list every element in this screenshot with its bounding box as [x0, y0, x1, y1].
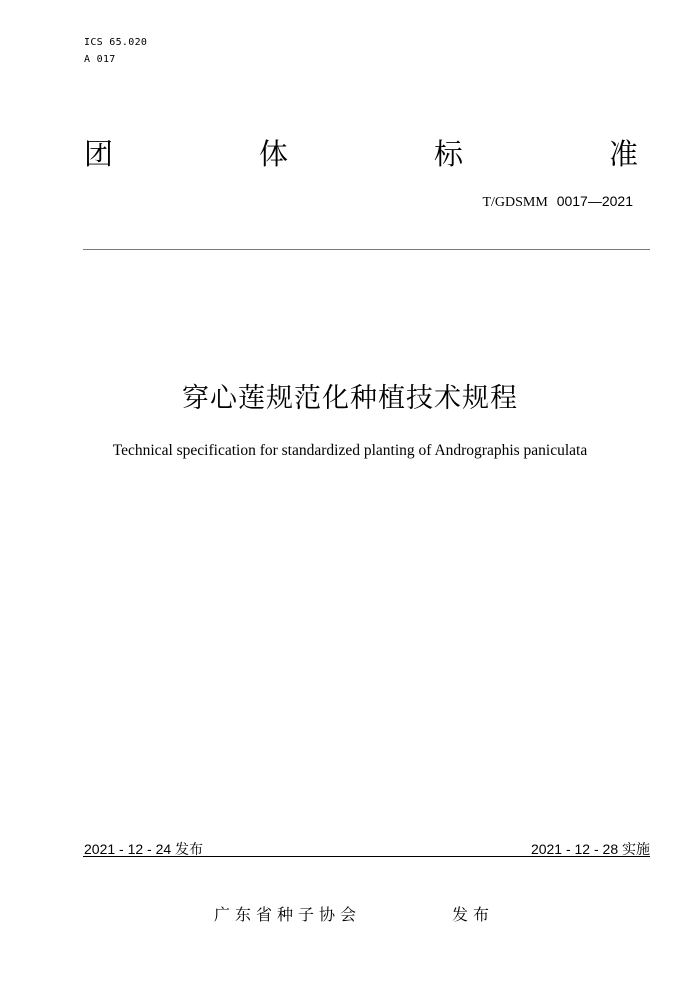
- standard-type-char-3: 标: [434, 137, 464, 171]
- standard-number-prefix: T/GDSMM: [482, 195, 548, 210]
- publish-label: 发布: [452, 905, 495, 924]
- standard-type-char-1: 团: [84, 137, 114, 171]
- standard-type-char-2: 体: [259, 137, 289, 171]
- document-title-english: Technical specification for standardized planting of Andrographis paniculata: [112, 442, 588, 459]
- ics-code: ICS 65.020: [84, 37, 148, 48]
- implementation-date: 2021 - 12 - 28 实施: [530, 841, 650, 857]
- ccs-code: A 017: [84, 54, 116, 65]
- standard-number-value: 0017—2021: [556, 193, 633, 209]
- header-divider: [83, 249, 650, 250]
- standard-type-char-4: 准: [609, 137, 639, 171]
- footer-divider: [83, 856, 650, 857]
- publisher-name: 广东省种子协会: [214, 905, 362, 924]
- document-title-chinese: 穿心莲规范化种植技术规程: [182, 383, 518, 414]
- standard-number: [482, 193, 633, 211]
- issue-date: 2021 - 12 - 24 发布: [84, 841, 204, 857]
